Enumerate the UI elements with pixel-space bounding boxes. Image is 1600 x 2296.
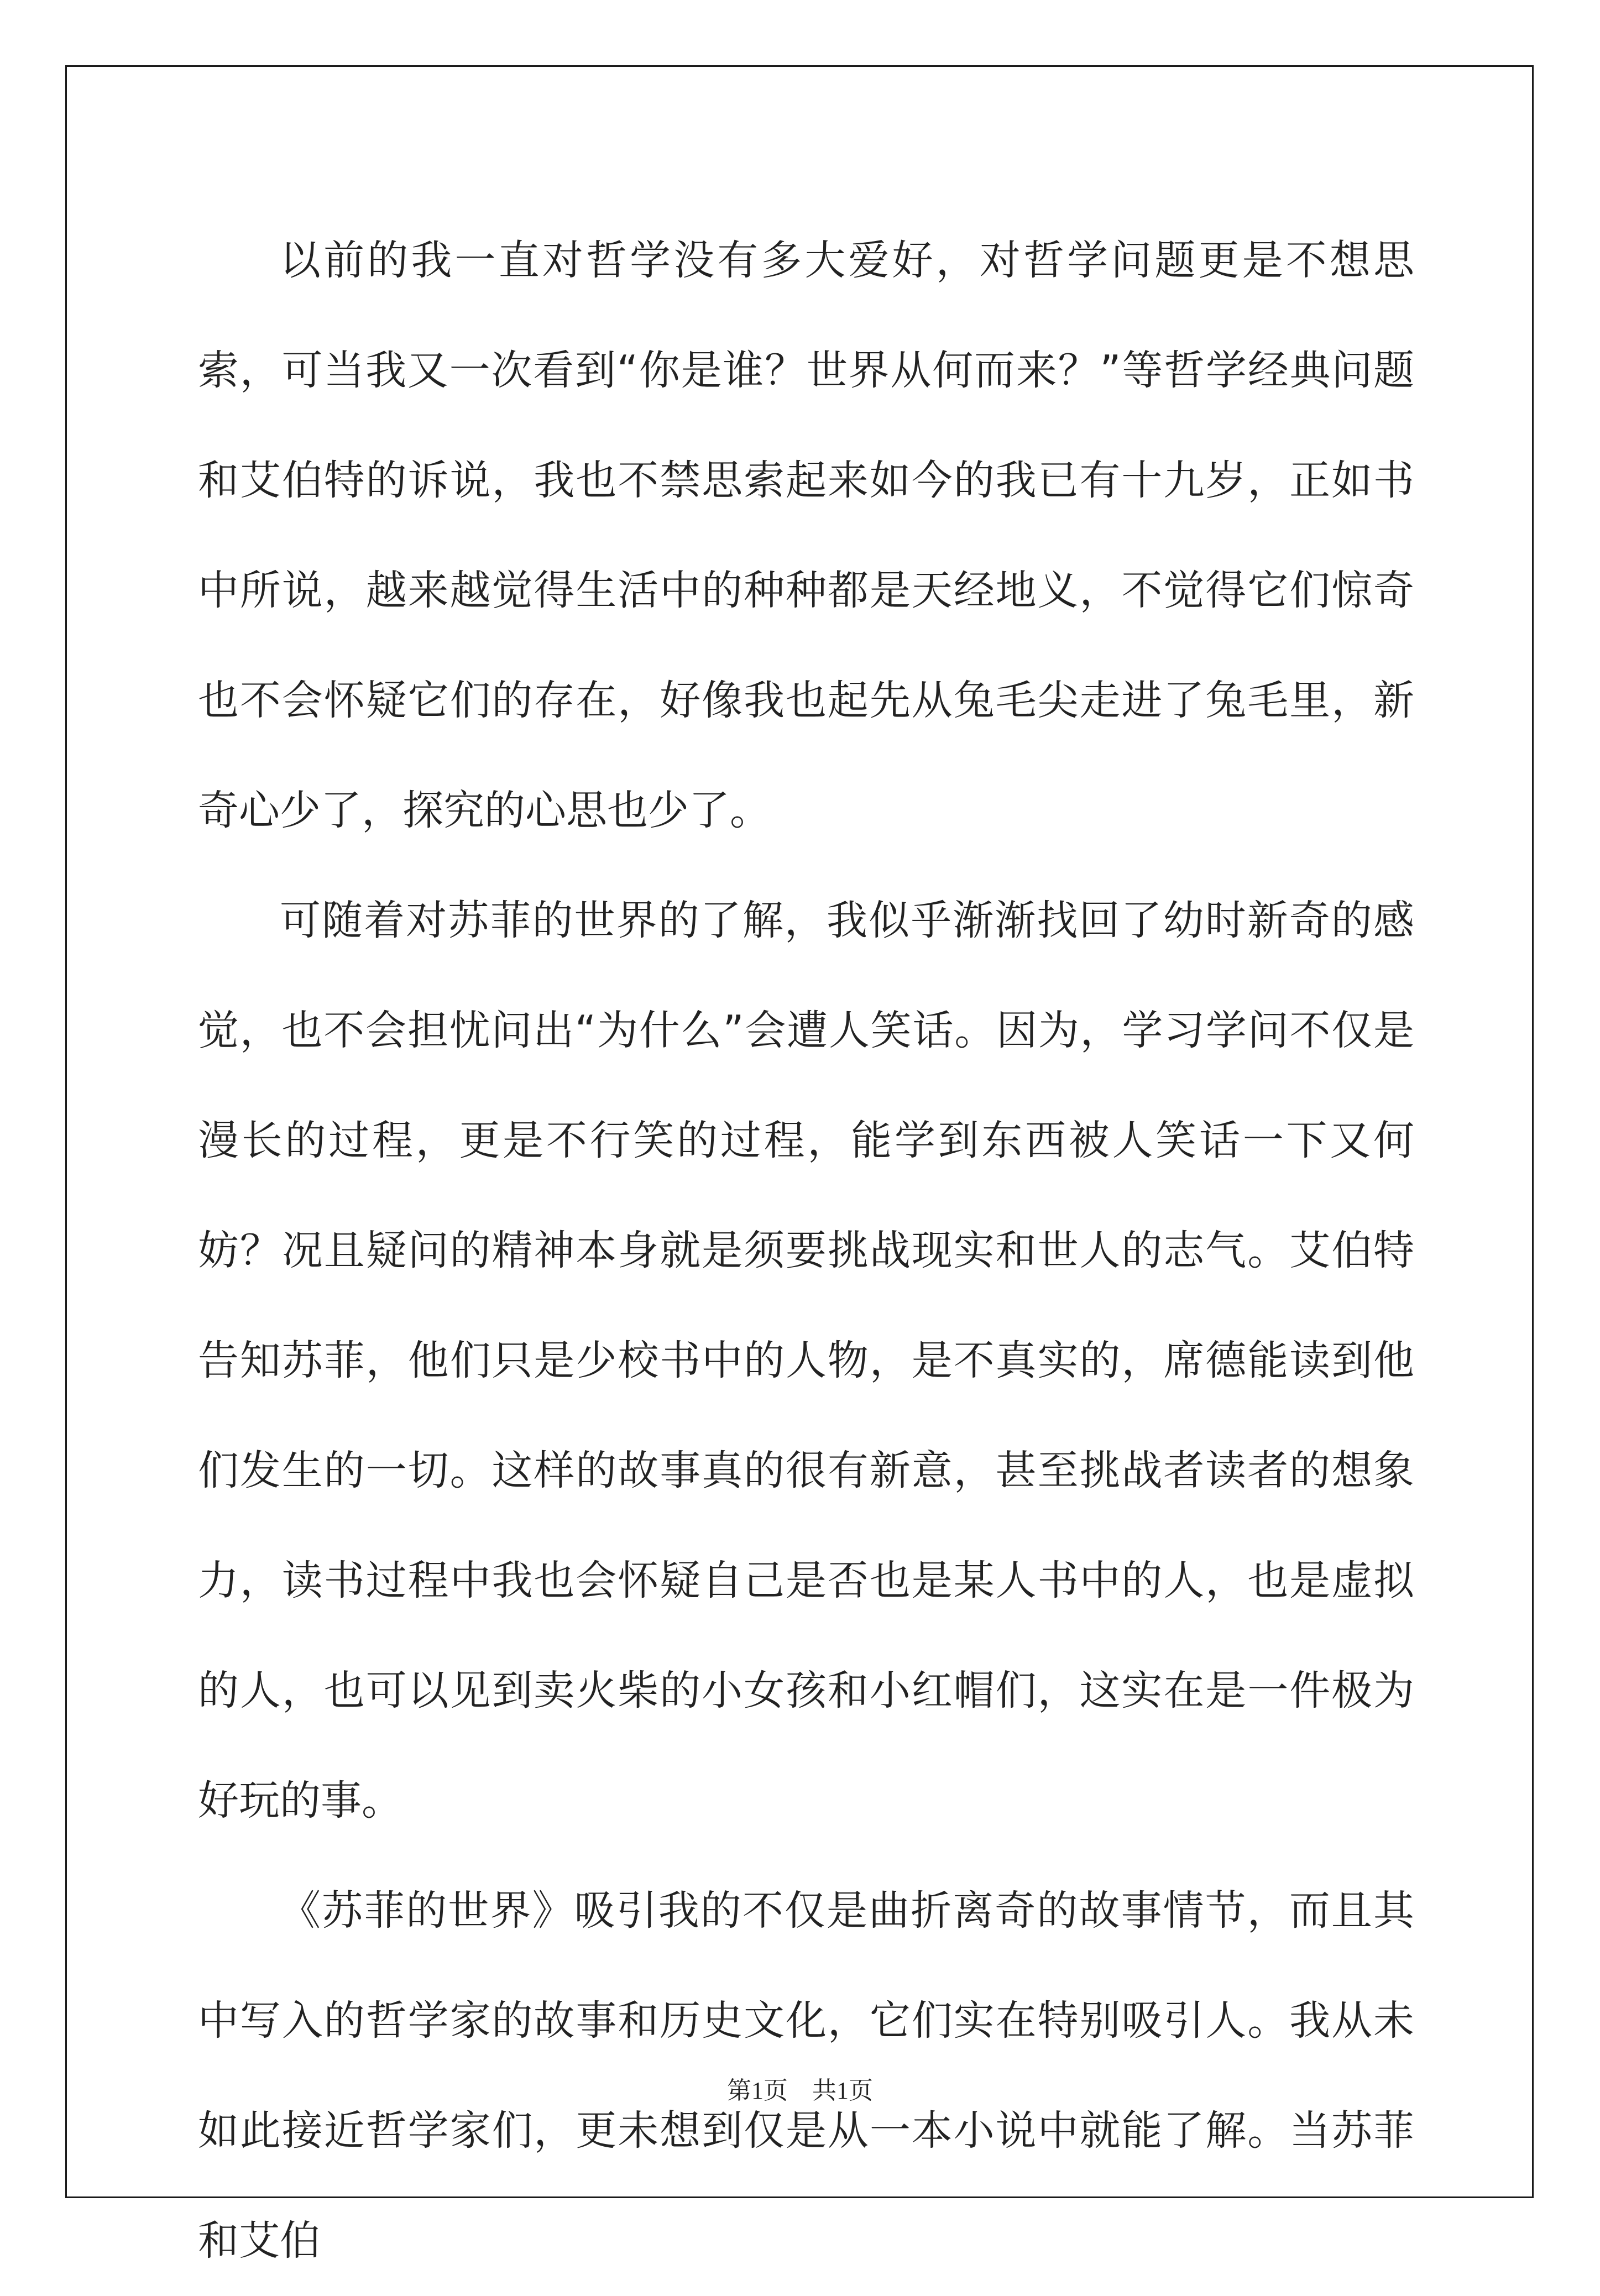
paragraph-2: 可随着对苏菲的世界的了解，我似乎渐渐找回了幼时新奇的感觉，也不会担忧问出“为什么”会遭人笑话。因为，学习学问不仅是漫长的过程，更是不行笑的过程，能学到东西被人笑话一下又何妨？况且疑问的精神本身就是须要挑战现实和世人的志气。艾伯特告知苏菲，他们只是少校书中的人物，是不真实的，席德能读到他们发生的一切。这样的故事真的很有新意，甚至挑战者读者的想象力，读书过程中我也会怀疑自己是否也是某人书中的人，也是虚拟的人，也可以见到卖火柴的小女孩和小红帽们，这实在是一件极为好玩的事。 (198, 897, 1414, 1824)
paragraph-3: 《苏菲的世界》吸引我的不仅是曲折离奇的故事情节，而且其中写入的哲学家的故事和历史文化，它们实在特别吸引人。我从未如此接近哲学家们，更未想到仅是从一本小说中就能了解。当苏菲和艾伯 (198, 1887, 1414, 2264)
page-footer (0, 2070, 1600, 2106)
current-page-label: 第1页 (727, 2077, 788, 2104)
document-body (198, 206, 1414, 2296)
total-pages-label: 共1页 (812, 2077, 873, 2104)
paragraph-1: 以前的我一直对哲学没有多大爱好，对哲学问题更是不想思索，可当我又一次看到“你是谁？世界从何而来？”等哲学经典问题和艾伯特的诉说，我也不禁思索起来如今的我已有十九岁，正如书中所说，越来越觉得生活中的种种都是天经地义，不觉得它们惊奇也不会怀疑它们的存在，好像我也起先从兔毛尖走进了兔毛里，新奇心少了，探究的心思也少了。 (198, 237, 1414, 834)
